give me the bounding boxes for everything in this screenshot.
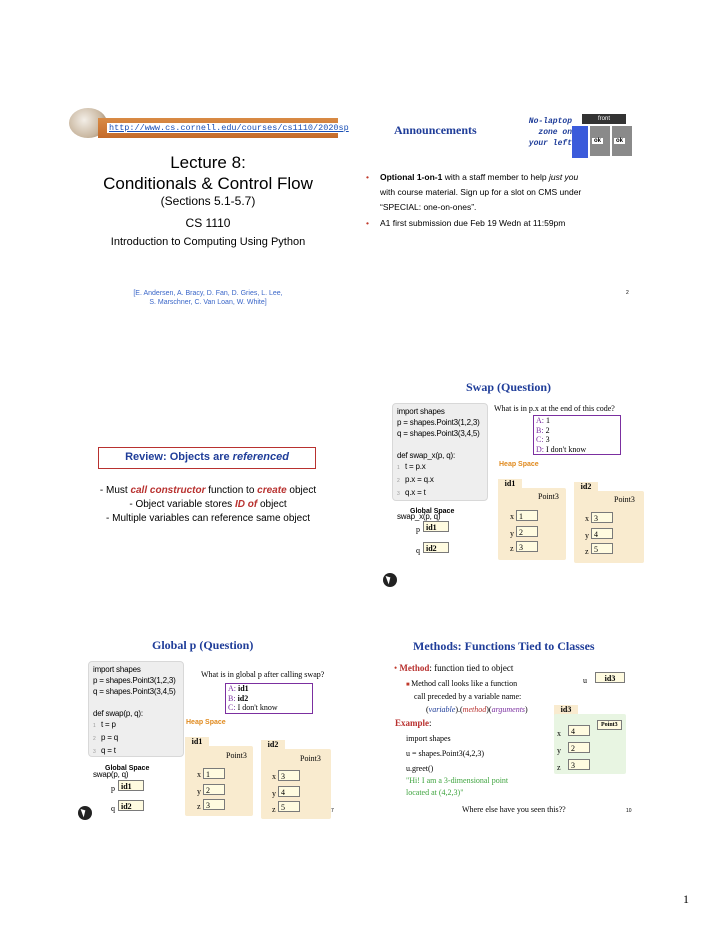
code-line: import shapes — [93, 665, 141, 674]
no-laptop-line-2: zone on — [538, 128, 572, 137]
var-q: q — [416, 546, 420, 555]
bullet-1-line-3: “SPECIAL: one-on-ones”. — [380, 202, 477, 212]
review-box-text: Review: Objects are — [125, 451, 233, 463]
heap-object-tab-id1: id1 — [185, 737, 209, 748]
bullet-1-bold: Optional 1-on-1 — [380, 172, 443, 182]
code-line: 2 p = q — [93, 732, 179, 745]
var-q: q — [111, 804, 115, 813]
line-number: 1 — [93, 723, 96, 729]
global-p-answer-box — [225, 683, 313, 714]
code-line: swap_x(p, q) — [397, 512, 441, 521]
example-line-3: u.greet() — [406, 764, 434, 773]
course-url-link[interactable]: http://www.cs.cornell.edu/courses/cs1110/2020sp — [109, 123, 349, 133]
heap-object-tab-id3: id3 — [554, 705, 578, 716]
course-code: CS 1110 — [185, 216, 231, 230]
ok-label-1: ok — [594, 138, 602, 144]
var-p: p — [111, 784, 115, 793]
sub-line-2: call preceded by a variable name: — [414, 692, 522, 701]
line-number: 1 — [397, 465, 400, 471]
class-name: Point3 — [614, 495, 635, 504]
heap-space-label: Heap Space — [186, 719, 226, 726]
value-cell: 2 — [516, 526, 538, 537]
example-line-1: import shapes — [406, 734, 451, 743]
answer-b: B: id2 — [228, 693, 249, 703]
field-z: z — [272, 805, 276, 814]
var-p-value: id1 — [118, 780, 144, 791]
code-line: 1 t = p — [93, 719, 179, 732]
review-box-emphasis: referenced — [232, 451, 289, 463]
code-line: 3 q.x = t — [397, 487, 483, 500]
value-cell: 4 — [568, 725, 590, 736]
code-line: swap(p, q) — [93, 770, 129, 779]
value-cell: 3 — [516, 541, 538, 552]
answer-a: A: id1 — [228, 684, 249, 693]
review-line-1: - Must call constructor function to create object — [99, 485, 317, 496]
code-line: 1 t = p.x — [397, 461, 483, 474]
field-y: y — [272, 789, 276, 798]
swap-question-text: What is in p.x at the end of this code? — [494, 404, 615, 413]
code-line: p = shapes.Point3(1,2,3) — [93, 676, 176, 685]
field-y: y — [585, 531, 589, 540]
value-cell: 3 — [591, 512, 613, 523]
field-z: z — [197, 802, 201, 811]
slide-2-page-number: 2 — [626, 290, 629, 296]
no-laptop-note — [528, 116, 572, 149]
var-p: p — [416, 525, 420, 534]
code-line: p = shapes.Point3(1,2,3) — [397, 418, 480, 427]
value-cell: 3 — [203, 799, 225, 810]
field-z: z — [585, 547, 589, 556]
code-line — [397, 439, 483, 450]
field-z: z — [510, 544, 514, 553]
field-z: z — [557, 763, 561, 772]
value-cell: 1 — [516, 510, 538, 521]
document-page-number: 1 — [683, 892, 689, 906]
example-label: Example: — [395, 718, 432, 728]
field-x: x — [272, 772, 276, 781]
answer-a: A: 1 — [536, 416, 550, 425]
slide-6-page-number: 10 — [626, 808, 632, 814]
where-else-text: Where else have you seen this?? — [462, 805, 566, 814]
var-q-value: id2 — [118, 800, 144, 811]
global-space-label: Global Space — [410, 508, 455, 515]
bullet-2-text: A1 first submission due Feb 19 Wedn at 11:59pm — [380, 218, 566, 228]
class-name: Point3 — [538, 492, 559, 501]
methods-heading: Methods: Functions Tied to Classes — [413, 639, 595, 653]
bullet-icon: • — [394, 663, 400, 673]
swap-answer-box — [533, 415, 621, 455]
field-x: x — [510, 512, 514, 521]
code-line: def swap(p, q): — [93, 709, 143, 718]
front-label: front — [582, 114, 626, 124]
line-number: 2 — [93, 736, 96, 742]
field-x: x — [197, 770, 201, 779]
value-cell: 1 — [203, 768, 225, 779]
announcement-bullet-1 — [366, 170, 656, 215]
bullet-icon: • — [366, 172, 369, 182]
field-y: y — [557, 746, 561, 755]
ok-label-2: ok — [616, 138, 624, 144]
code-line: def swap_x(p, q): — [397, 451, 455, 460]
review-line-2: - Object variable stores ID of object — [129, 499, 287, 510]
var-q-value: id2 — [423, 542, 449, 553]
heap-object-tab-id1: id1 — [498, 479, 522, 490]
value-cell: 3 — [278, 770, 300, 781]
lecture-title: Lecture 8: — [170, 153, 246, 172]
no-laptop-line-1: No-laptop — [528, 117, 572, 126]
output-line-1: "Hi! I am a 3-dimensional point — [406, 776, 509, 785]
value-cell: 3 — [568, 759, 590, 770]
field-y: y — [197, 787, 201, 796]
bullet-1-italic: just you — [548, 172, 579, 182]
slide-5-page-number: 7 — [331, 808, 334, 814]
output-line-2: located at (4,2,3)" — [406, 788, 464, 797]
heap-object-tab-id2: id2 — [574, 482, 598, 493]
line-number: 2 — [397, 478, 400, 484]
value-cell: 4 — [278, 786, 300, 797]
answer-b: B: 2 — [536, 425, 550, 435]
global-p-heading: Global p (Question) — [152, 638, 254, 652]
authors-line-2: S. Marschner, C. Van Loan, W. White] — [149, 299, 267, 306]
clicker-icon — [78, 806, 92, 820]
classroom-diagram — [572, 114, 634, 160]
example-output — [406, 775, 508, 799]
value-cell: 4 — [591, 528, 613, 539]
announcement-bullet-2 — [366, 216, 656, 231]
field-y: y — [510, 529, 514, 538]
bullet-icon: • — [366, 218, 369, 228]
example-code — [406, 731, 484, 776]
bullet-1-text: with a staff member to help — [442, 172, 549, 182]
lecture-subtitle: Conditionals & Control Flow — [103, 174, 313, 193]
code-line: q = shapes.Point3(3,4,5) — [397, 429, 480, 438]
var-p-value: id1 — [423, 521, 449, 532]
heap-object-tab-id2: id2 — [261, 740, 285, 751]
class-name: Point3 — [226, 751, 247, 760]
var-u: u — [583, 676, 587, 685]
value-cell: 5 — [591, 543, 613, 554]
field-x: x — [557, 729, 561, 738]
var-u-value: id3 — [595, 672, 625, 683]
swap-question-heading: Swap (Question) — [466, 380, 552, 394]
global-p-question: What is in global p after calling swap? — [201, 670, 325, 679]
code-line — [93, 697, 179, 708]
answer-c: C: I don't know — [228, 703, 278, 712]
sub-line-1: Method call looks like a function — [411, 679, 518, 688]
method-sub-bullet: ■ Method call looks like a function call preceded by a variable name: (variable).(method)(arguments) — [406, 679, 528, 714]
code-line: 3 q = t — [93, 745, 179, 758]
class-name: Point3 — [597, 720, 622, 730]
review-box — [98, 447, 316, 469]
answer-c: C: 3 — [536, 435, 550, 444]
method-bullet: • Method: function tied to object — [394, 663, 514, 673]
line-number: 3 — [93, 749, 96, 755]
line-number: 3 — [397, 491, 400, 497]
class-name: Point3 — [300, 754, 321, 763]
no-laptop-line-3: your left — [528, 139, 572, 148]
bullet-1-line-2: with course material. Sign up for a slot on CMS under — [380, 187, 582, 197]
value-cell: 2 — [568, 742, 590, 753]
global-space-label: Global Space — [105, 765, 150, 772]
course-name: Introduction to Computing Using Python — [110, 236, 306, 248]
field-x: x — [585, 514, 589, 523]
announcements-heading: Announcements — [394, 123, 477, 137]
code-line: import shapes — [397, 407, 445, 416]
method-syntax: (variable).(method)(arguments) — [426, 705, 528, 714]
review-line-3: - Multiple variables can reference same object — [106, 513, 310, 524]
answer-d: D: I don't know — [536, 444, 587, 454]
code-line: 2 p.x = q.x — [397, 474, 483, 487]
value-cell: 5 — [278, 801, 300, 812]
value-cell: 2 — [203, 784, 225, 795]
code-line: q = shapes.Point3(3,4,5) — [93, 687, 176, 696]
heap-space-label: Heap Space — [499, 461, 539, 468]
sections-text: (Sections 5.1-5.7) — [160, 194, 256, 208]
laptop-zone-block — [572, 126, 588, 158]
example-line-2: u = shapes.Point3(4,2,3) — [406, 749, 485, 758]
clicker-icon — [383, 573, 397, 587]
authors-line-1: [E. Andersen, A. Bracy, D. Fan, D. Gries, L. Lee, — [133, 290, 283, 297]
